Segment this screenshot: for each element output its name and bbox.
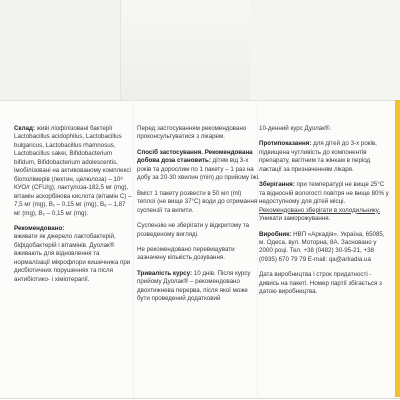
usage-text: дітям від 3-х років та дорослим по 1 пакету – 1 раз на добу за 20-30 хвилин (min) до прийому їжі. [137, 157, 260, 182]
column-composition [14, 125, 132, 291]
recommended-text: вживати як джерело лактобактерій, біфідобактерій і вітамінів. Дуолак® вживають для відновлення та нормалізації мікрофлори кишечника при дисбіотичних порушеннях та після антибіотико- і хіміотерапії. [14, 233, 131, 283]
contraindications-text: для дітей до 3-х років, підвищена чутливість до компонентів препарату, вагітним та жінкам в період лактації за призначенням лікаря. [259, 140, 377, 173]
box-flap-right [250, 0, 400, 100]
yellow-side-strip [395, 100, 400, 397]
usage-label: Спосіб застосування. Рекомендована добова доза становить: [137, 148, 253, 165]
dose-warning-paragraph: Не рекомендовано перевищувати зазначену кількість дозування. [137, 245, 235, 262]
duration-label: Тривалість курсу: [137, 269, 193, 277]
course-paragraph: 10-денний курс Дуолак®. [259, 125, 332, 132]
recommended-label: Рекомендовано: [14, 224, 65, 232]
composition-text: живі ліофілізовані бактерії Lactobacillus acidophilus, Lactobacillus bulgaricus, Lactobacillus rhamnosus, Lactobacillus sakei, Bifidobacterium bifidum, Bifidobacterium adolescentis, імобілізовані на активованому комплексі біополімерів (пектин, целюлоза) – 10⁸ КУО/г (CFU/g); лактулоза-182,5 мг (mg), вітамін аскорбінова кислота (вітамін С) – 7,5 мг (mg), B₁ – 0,15 мг (mg), B₆ – 1,87 мг (mg), B₂ – 0,15 мг (mg). [14, 125, 132, 217]
recommended-paragraph [14, 225, 132, 284]
duration-text: 10 днів. Після курсу прийому Дуолак® – рекомендовано двохтижнева перерва, після якої може бути проведений додатковий [137, 269, 251, 303]
dilution-paragraph: Вміст 1 пакету розвести в 50 мл (ml) теплої (не вище 37°C) води до отримання суспензії та випити. [137, 189, 258, 214]
composition-label: Склад: [14, 125, 36, 132]
manufacturer-label: Виробник: [259, 230, 292, 238]
contraindications-paragraph [259, 140, 389, 174]
duration-paragraph [137, 270, 261, 304]
composition-paragraph [14, 125, 132, 218]
fold-line [133, 100, 134, 397]
manufacturer-paragraph [259, 231, 389, 265]
storage-text: при температурі не вище 25°C та відносній вологості повітря не вище 80% у недоступному для дітей місці. [259, 181, 389, 206]
column-details [259, 125, 389, 304]
manufacturer-text: НВП «Аркадія». Україна, 65085, м. Одеса, вул. Моторна, 8А. Засновано у 2000 році. Тел. +38 (0482) 30-95-21, +38 (0935) 670 79 79 E-mail: qa@arkadia.ua [259, 230, 385, 263]
contraindications-label: Протипоказання: [259, 140, 312, 148]
storage-warning-paragraph: Суспензію не зберігати у відкритому та розведеному вигляді. [137, 222, 250, 238]
consult-paragraph: Перед застосуванням рекомендовано проконсультуватися з лікарем. [137, 125, 247, 141]
dates-paragraph: Дата виробництва і строк придатності - дивись на пакеті. Номер партії збігається з датою виробництва. [259, 271, 382, 296]
column-usage [137, 125, 261, 311]
no-freeze-note: Уникати заморожування. [259, 215, 331, 223]
box-flap-left [0, 0, 121, 100]
storage-label: Зберігання: [259, 181, 295, 189]
storage-paragraph [259, 181, 389, 223]
usage-paragraph [137, 149, 261, 183]
fridge-note: Рекомендовано зберігати в холодильнику. [259, 206, 380, 214]
